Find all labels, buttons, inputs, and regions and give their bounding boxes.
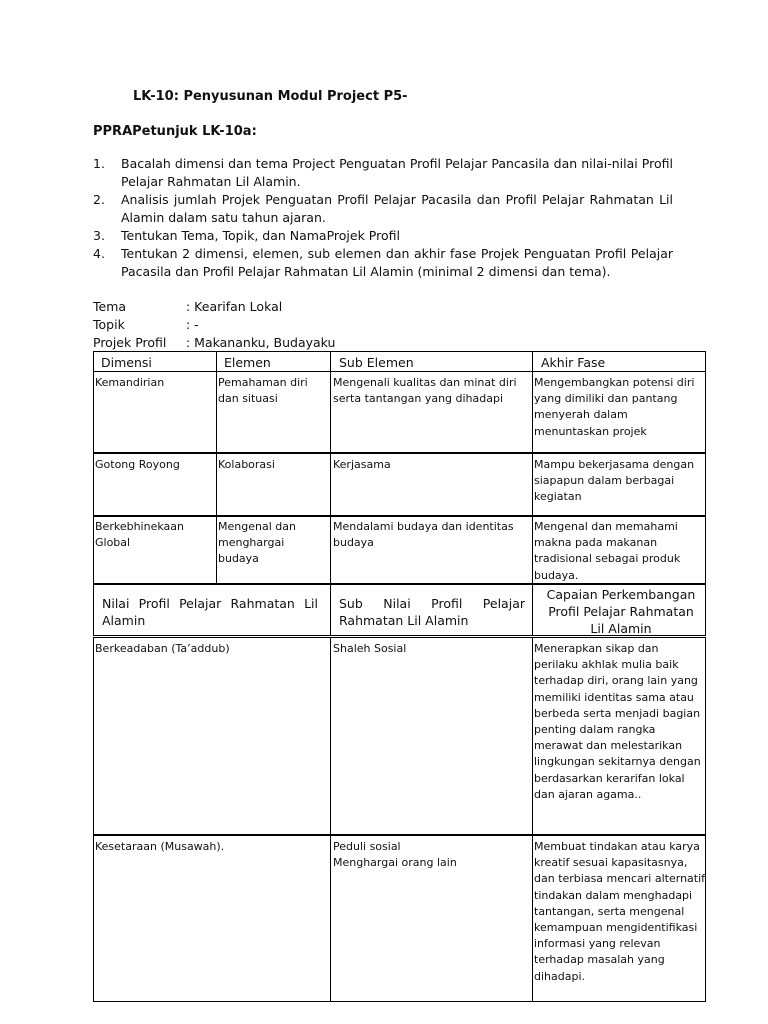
instruction-item	[93, 245, 673, 281]
divider	[216, 516, 217, 584]
meta-value: : Kearifan Lokal	[186, 299, 283, 314]
divider	[532, 585, 533, 636]
cell-elemen: Pemahaman diri dan situasi	[218, 376, 308, 406]
header-nilai: Nilai Profil Pelajar Rahmatan Lil Alamin	[102, 596, 318, 628]
cell-dimensi: Gotong Royong	[95, 458, 180, 471]
cell-nilai: Kesetaraan (Musawah).	[95, 840, 225, 853]
instruction-number: 4.	[93, 246, 105, 261]
header-capaian: Capaian Perkembangan Profil Pelajar Rahmatan Lil Alamin	[546, 587, 696, 636]
instruction-text: Tentukan Tema, Topik, dan NamaProjek Profil	[121, 228, 400, 243]
instruction-text: Analisis jumlah Projek Penguatan Profil Pelajar Pacasila dan Profil Pelajar Rahmatan Lil Alamin dalam satu tahun ajaran.	[121, 192, 673, 225]
divider	[216, 352, 217, 372]
header-sub-elemen: Sub Elemen	[339, 355, 414, 370]
table-row	[93, 371, 706, 453]
table-row	[93, 637, 706, 835]
header-sub-nilai: Sub Nilai Profil Pelajar Rahmatan Lil Alamin	[339, 596, 525, 628]
cell-sub-elemen: Mengenali kualitas dan minat diri serta tantangan yang dihadapi	[333, 376, 517, 406]
header-elemen: Elemen	[224, 355, 271, 370]
cell-capaian: Menerapkan sikap dan perilaku akhlak mulia baik terhadap diri, orang lain yang memiliki identitas sama atau berbeda serta menjadi bagian penting dalam rangka merawat dan melestarikan lingkungan sekitarnya dengan berdasarkan kerarifan lokal dan ajaran agama..	[534, 642, 701, 801]
cell-dimensi: Kemandirian	[95, 376, 165, 389]
meta-label: Projek Profil	[93, 335, 167, 350]
cell-sub-nilai: Peduli sosial Menghargai orang lain	[333, 840, 457, 870]
divider	[532, 454, 533, 517]
instruction-number: 2.	[93, 192, 105, 207]
divider	[330, 638, 331, 835]
instruction-item	[93, 227, 673, 245]
divider	[330, 836, 331, 1002]
cell-elemen: Kolaborasi	[218, 458, 275, 471]
table-row	[93, 515, 706, 584]
divider	[330, 352, 331, 372]
meta-label: Topik	[93, 317, 125, 332]
meta-topik	[93, 316, 199, 334]
table2-header-row	[93, 584, 706, 636]
divider	[532, 352, 533, 372]
cell-capaian: Membuat tindakan atau karya kreatif sesuai kapasitasnya, dan terbiasa mencari alternatif tindakan dalam menghadapi tantangan, serta mengenal kemampuan mengidentifikasi informasi yang relevan terhadap masalah yang dihadapi.	[534, 840, 706, 983]
table-row	[93, 835, 706, 1002]
meta-projek-profil	[93, 334, 335, 352]
instruction-item	[93, 155, 673, 191]
divider	[216, 454, 217, 517]
divider	[330, 585, 331, 636]
cell-dimensi: Berkebhinekaan Global	[95, 520, 184, 550]
instruction-text: Bacalah dimensi dan tema Project Penguatan Profil Pelajar Pancasila dan nilai-nilai Profil Pelajar Rahmatan Lil Alamin.	[121, 156, 673, 189]
cell-nilai: Berkeadaban (Ta’addub)	[95, 642, 230, 655]
cell-akhir-fase: Mampu bekerjasama dengan siapapun dalam berbagai kegiatan	[534, 458, 695, 504]
cell-elemen: Mengenal dan menghargai budaya	[218, 520, 296, 566]
cell-sub-elemen: Kerjasama	[333, 458, 391, 471]
header-dimensi: Dimensi	[101, 355, 152, 370]
page-title: LK-10: Penyusunan Modul Project P5-	[133, 89, 408, 104]
divider	[532, 516, 533, 584]
divider	[330, 516, 331, 584]
divider	[330, 454, 331, 517]
divider	[330, 372, 331, 453]
meta-tema	[93, 298, 282, 316]
meta-value: : -	[186, 317, 199, 332]
cell-sub-nilai: Shaleh Sosial	[333, 642, 407, 655]
table1-header-row	[93, 351, 706, 372]
divider	[532, 638, 533, 835]
header-akhir-fase: Akhir Fase	[541, 355, 606, 370]
cell-akhir-fase: Mengenal dan memahami makna pada makanan tradisional sebagai produk budaya.	[534, 520, 681, 582]
divider	[532, 372, 533, 453]
cell-akhir-fase: Mengembangkan potensi diri yang dimiliki dan pantang menyerah dalam menuntaskan projek	[534, 376, 695, 438]
instruction-number: 1.	[93, 156, 105, 171]
table-row	[93, 453, 706, 517]
divider	[216, 372, 217, 453]
cell-sub-elemen: Mendalami budaya dan identitas budaya	[333, 520, 514, 550]
instruction-item	[93, 191, 673, 227]
meta-label: Tema	[93, 299, 127, 314]
instructions-heading: PPRAPetunjuk LK-10a:	[93, 124, 257, 139]
instruction-text: Tentukan 2 dimensi, elemen, sub elemen dan akhir fase Projek Penguatan Profil Pelajar Pacasila dan Profil Pelajar Rahmatan Lil Alamin (minimal 2 dimensi dan tema).	[121, 246, 673, 279]
instruction-list	[93, 155, 673, 281]
meta-value: : Makananku, Budayaku	[186, 335, 336, 350]
instruction-number: 3.	[93, 228, 105, 243]
divider	[532, 836, 533, 1002]
